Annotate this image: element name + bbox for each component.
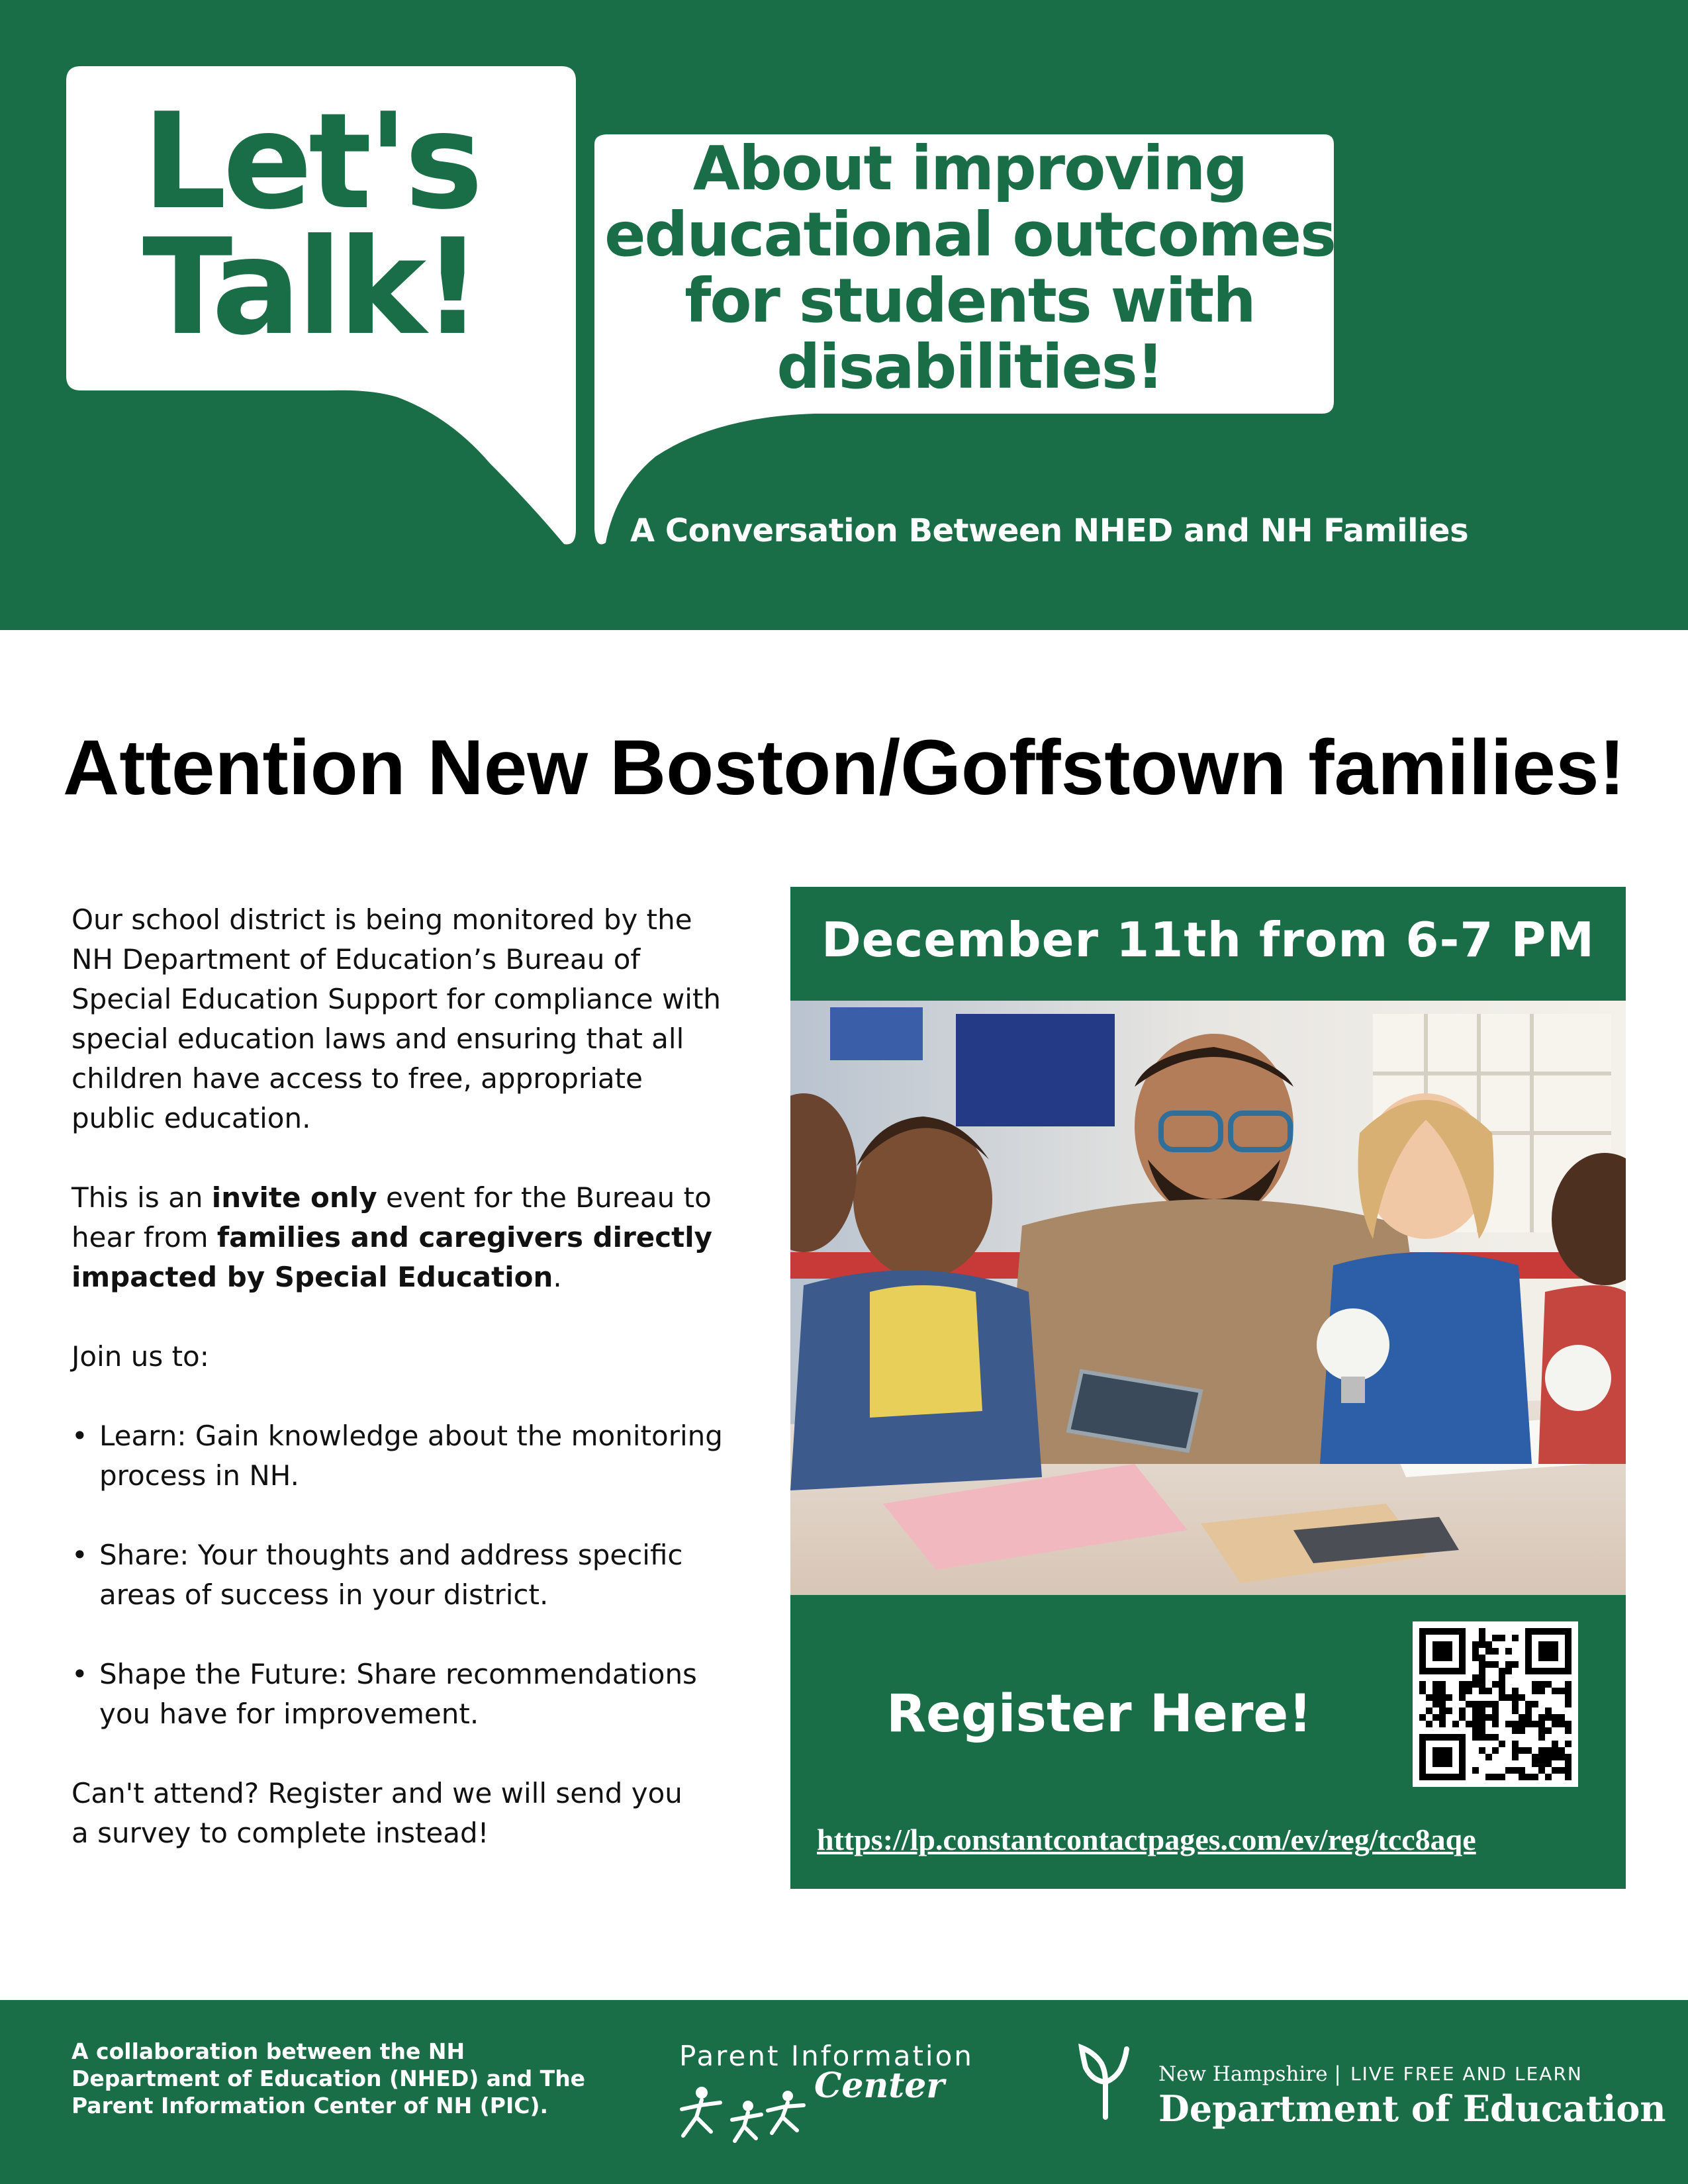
list-item <box>71 1535 740 1615</box>
register-link[interactable]: https://lp.constantcontactpages.com/ev/reg/tcc8aqe <box>817 1823 1476 1856</box>
doe-tagline: LIVE FREE AND LEARN <box>1350 2063 1583 2085</box>
doe-department-name: Department of Education <box>1158 2087 1666 2130</box>
lets-talk-line-1: Let's <box>142 85 479 239</box>
list-item <box>71 1416 740 1496</box>
qr-code-graphic <box>1413 1621 1578 1787</box>
intro-paragraph <box>71 900 740 1138</box>
cant-attend-line: a survey to complete instead! <box>71 1817 489 1849</box>
list-item <box>71 1655 740 1734</box>
collaboration-note <box>71 2038 628 2119</box>
about-heading <box>599 133 1340 402</box>
invite-only-bold: invite only <box>211 1181 377 1214</box>
children-figures-icon <box>669 2076 814 2149</box>
collab-line: Department of Education (NHED) and The <box>71 2066 586 2091</box>
intro-line: Special Education Support for compliance with <box>71 983 722 1015</box>
conversation-subtitle: A Conversation Between NHED and NH Families <box>630 512 1469 549</box>
invite-text: event for the Bureau to <box>377 1181 712 1214</box>
intro-line: Our school district is being monitored by the <box>71 903 692 936</box>
invite-text: This is an <box>71 1181 212 1214</box>
intro-line: special education laws and ensuring that all <box>71 1023 684 1055</box>
doe-state-name: New Hampshire | <box>1158 2062 1341 2086</box>
bullet-list <box>71 1416 740 1734</box>
invite-text: . <box>553 1261 562 1293</box>
families-bold: families and caregivers directly <box>216 1221 713 1253</box>
invite-text: hear from <box>71 1221 217 1253</box>
cant-attend-line: Can't attend? Register and we will send you <box>71 1777 682 1809</box>
about-line: disabilities! <box>776 332 1163 402</box>
cant-attend-paragraph <box>71 1774 740 1853</box>
about-line: About improving <box>692 133 1247 204</box>
register-heading: Register Here! <box>886 1684 1312 1744</box>
pic-logo-center: Center <box>814 2066 945 2106</box>
sprout-icon <box>1072 2041 1139 2120</box>
about-line: for students with <box>684 265 1255 336</box>
lets-talk-title <box>142 85 513 365</box>
collab-line: Parent Information Center of NH (PIC). <box>71 2093 549 2118</box>
nh-department-of-education-logo <box>1072 2041 1668 2147</box>
invite-paragraph <box>71 1178 740 1297</box>
bullet-line: you have for improvement. <box>99 1698 479 1730</box>
header-banner <box>0 0 1688 630</box>
intro-line: NH Department of Education’s Bureau of <box>71 943 641 976</box>
pic-logo-title: Parent Information <box>679 2040 974 2072</box>
collab-line: A collaboration between the NH <box>71 2038 465 2064</box>
bullet-line: areas of success in your district. <box>99 1578 549 1611</box>
classroom-photo <box>790 1001 1626 1595</box>
body-text <box>71 900 740 1853</box>
bullet-line: Learn: Gain knowledge about the monitoring <box>99 1420 723 1452</box>
attention-heading: Attention New Boston/Goffstown families! <box>63 724 1625 811</box>
qr-code-icon[interactable] <box>1413 1621 1578 1787</box>
intro-line: public education. <box>71 1102 311 1134</box>
parent-information-center-logo <box>669 2040 1000 2146</box>
bullet-line: Share: Your thoughts and address specific <box>99 1539 683 1571</box>
footer <box>0 2000 1688 2184</box>
event-date: December 11th from 6-7 PM <box>821 912 1595 968</box>
bullet-line: process in NH. <box>99 1459 299 1492</box>
intro-line: children have access to free, appropriate <box>71 1062 643 1095</box>
join-label: Join us to: <box>71 1340 209 1373</box>
impacted-bold: impacted by Special Education <box>71 1261 553 1293</box>
about-line: educational outcomes <box>604 199 1335 270</box>
bullet-line: Shape the Future: Share recommendations <box>99 1658 697 1690</box>
classroom-illustration <box>790 1001 1626 1595</box>
event-box <box>790 887 1626 1889</box>
lets-talk-line-2: Talk! <box>142 210 479 365</box>
